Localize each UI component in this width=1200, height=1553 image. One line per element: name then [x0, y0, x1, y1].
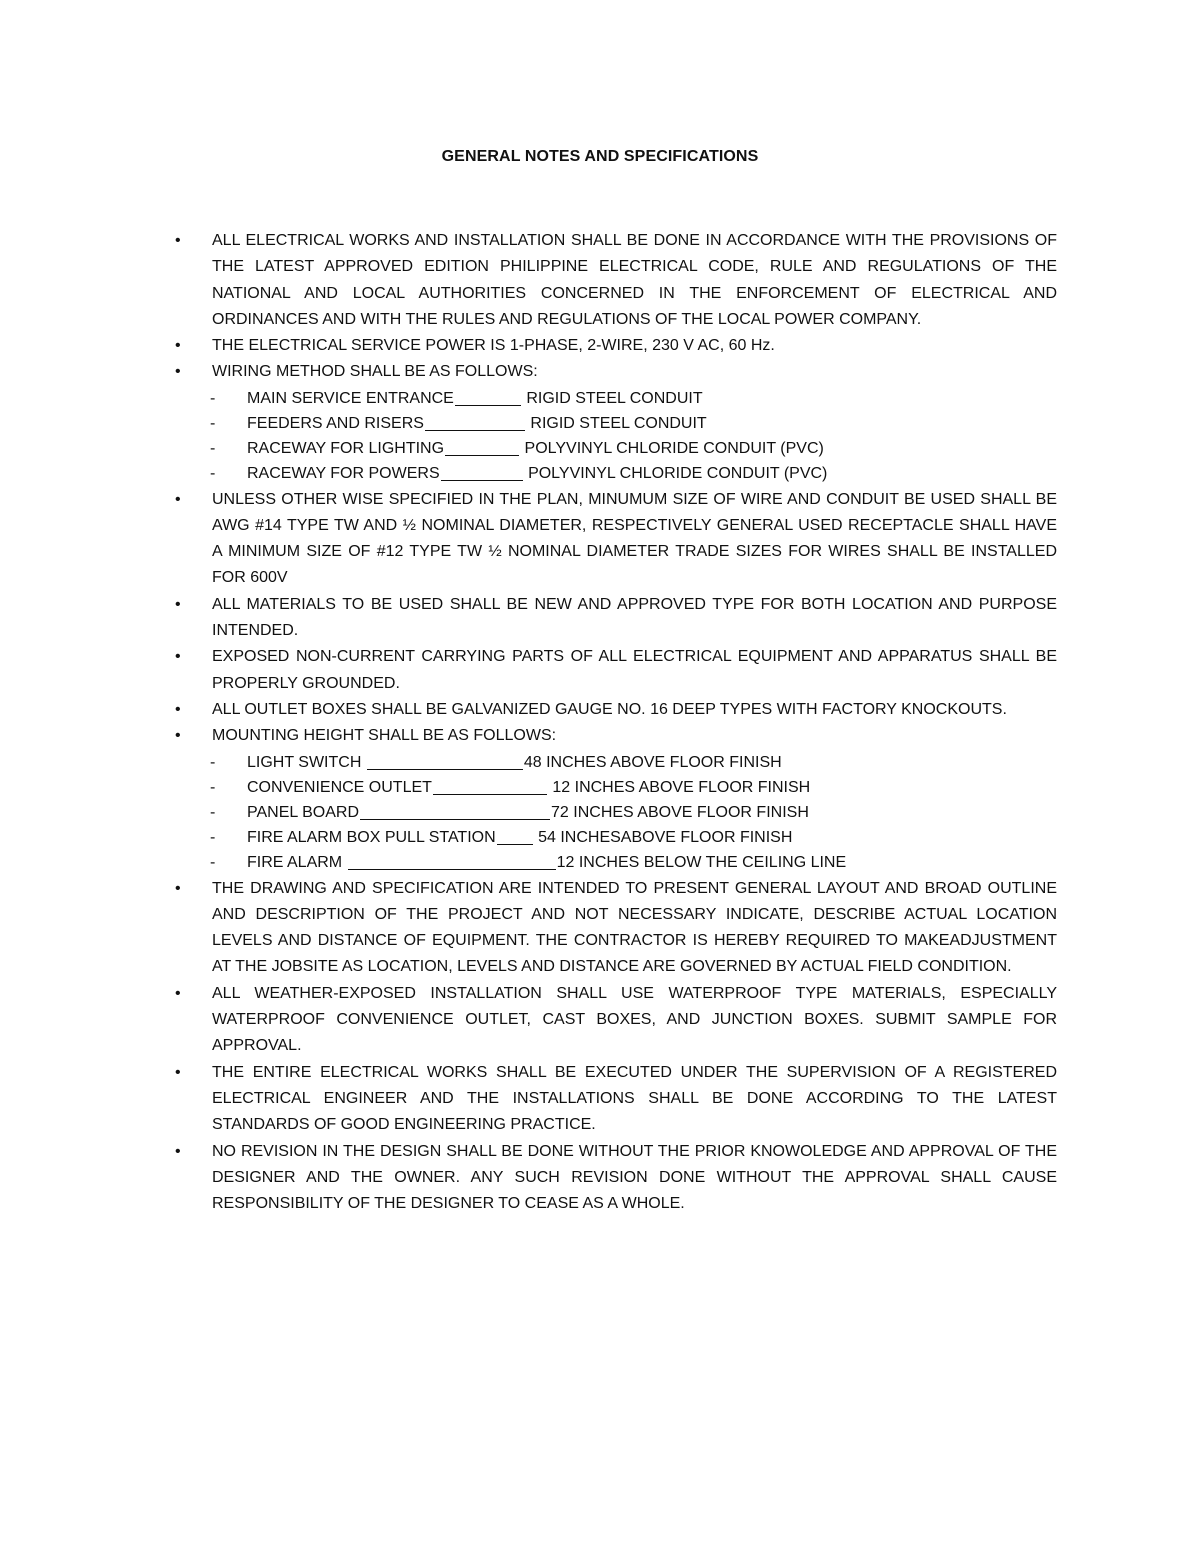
bullet-icon: • [175, 727, 181, 745]
sub-item [212, 411, 1057, 436]
note-text: ALL MATERIALS TO BE USED SHALL BE NEW AND APPROVED TYPE FOR BOTH LOCATION AND PURPOSE INTENDED. [212, 595, 1057, 640]
sub-item [212, 461, 1057, 486]
note-text: UNLESS OTHER WISE SPECIFIED IN THE PLAN, MINUMUM SIZE OF WIRE AND CONDUIT BE USED SHALL BE AWG #14 TYPE TW AND ½ NOMINAL DIAMETER, RESPECTIVELY GENERAL USED RECEPTACLE SHALL HAVE A MINIMUM SIZE OF #12 TYPE TW ½ NOMINAL DIAMETER TRADE SIZES FOR WIRES SHALL BE INSTALLED FOR 600V [212, 490, 1057, 587]
fill-line [367, 768, 523, 770]
bullet-icon: • [175, 337, 181, 355]
note-item [175, 333, 1057, 359]
note-text: THE ELECTRICAL SERVICE POWER IS 1-PHASE, 2-WIRE, 230 V AC, 60 Hz. [212, 337, 775, 355]
note-item [175, 981, 1057, 1060]
fill-line [433, 793, 547, 795]
sub-item [212, 825, 1057, 850]
note-text: NO REVISION IN THE DESIGN SHALL BE DONE WITHOUT THE PRIOR KNOWOLEDGE AND APPROVAL OF THE DESIGNER AND THE OWNER. ANY SUCH REVISION DONE WITHOUT THE APPROVAL SHALL CAUSE RESPONSIBILITY OF THE DESIGNER TO CEASE AS A WHOLE. [212, 1142, 1057, 1213]
fill-line [497, 843, 533, 845]
sub-item-value: 72 INCHES ABOVE FLOOR FINISH [551, 803, 809, 821]
sub-item [212, 436, 1057, 461]
note-item [175, 228, 1057, 333]
note-item [175, 1139, 1057, 1218]
bullet-icon: • [175, 984, 181, 1002]
sub-item-label: FEEDERS AND RISERS [247, 414, 424, 432]
note-text: THE DRAWING AND SPECIFICATION ARE INTENDED TO PRESENT GENERAL LAYOUT AND BROAD OUTLINE AND DESCRIPTION OF THE PROJECT AND NOT NECESSARY INDICATE, DESCRIBE ACTUAL LOCATION LEVELS AND DISTANCE OF EQUIPMENT. THE CONTRACTOR IS HEREBY REQUIRED TO MAKEADJUSTMENT AT THE JOBSITE AS LOCATION, LEVELS AND DISTANCE ARE GOVERNED BY ACTUAL FIELD CONDITION. [212, 879, 1057, 976]
sub-item-value: POLYVINYL CHLORIDE CONDUIT (PVC) [524, 440, 824, 458]
dash-icon: - [210, 440, 216, 458]
sub-item-value: 12 INCHES BELOW THE CEILING LINE [556, 854, 847, 872]
sub-item [212, 750, 1057, 775]
note-item [175, 487, 1057, 592]
bullet-icon: • [175, 490, 181, 508]
note-text: MOUNTING HEIGHT SHALL BE AS FOLLOWS: [212, 727, 557, 745]
fill-line [360, 818, 550, 820]
bullet-icon: • [175, 1063, 181, 1081]
sub-item [212, 775, 1057, 800]
note-item [175, 359, 1057, 385]
bullet-icon: • [175, 363, 181, 381]
note-item [175, 697, 1057, 723]
sub-item [212, 386, 1057, 411]
dash-icon: - [210, 465, 216, 483]
bullet-icon: • [175, 879, 181, 897]
sub-item-label: RACEWAY FOR POWERS [247, 465, 440, 483]
bullet-icon: • [175, 700, 181, 718]
sub-item-value: POLYVINYL CHLORIDE CONDUIT (PVC) [528, 465, 828, 483]
note-text: ALL ELECTRICAL WORKS AND INSTALLATION SHALL BE DONE IN ACCORDANCE WITH THE PROVISIONS OF THE LATEST APPROVED EDITION PHILIPPINE ELECTRICAL CODE, RULE AND REGULATIONS OF THE NATIONAL AND LOCAL AUTHORITIES CONCERNED IN THE ENFORCEMENT OF ELECTRICAL AND ORDINANCES AND WITH THE RULES AND REGULATIONS OF THE LOCAL POWER COMPANY. [212, 232, 1057, 328]
sub-item-label: RACEWAY FOR LIGHTING [247, 440, 445, 458]
sub-item-label: FIRE ALARM [247, 854, 343, 872]
page-title: GENERAL NOTES AND SPECIFICATIONS [441, 148, 759, 165]
sub-item [212, 850, 1057, 875]
fill-line [445, 454, 519, 456]
sub-item-label: PANEL BOARD [247, 803, 360, 821]
sub-item-value: 12 INCHES ABOVE FLOOR FINISH [552, 778, 811, 796]
note-text: THE ENTIRE ELECTRICAL WORKS SHALL BE EXECUTED UNDER THE SUPERVISION OF A REGISTERED ELECTRICAL ENGINEER AND THE INSTALLATIONS SHALL BE DONE ACCORDING TO THE LATEST STANDARDS OF GOOD ENGINEERING PRACTICE. [212, 1063, 1057, 1134]
bullet-icon: • [175, 1142, 181, 1160]
sub-item-label: FIRE ALARM BOX PULL STATION [247, 829, 496, 847]
sub-item-label: LIGHT SWITCH [247, 753, 362, 771]
note-item [175, 876, 1057, 981]
sub-item-value: RIGID STEEL CONDUIT [530, 414, 707, 432]
dash-icon: - [210, 389, 216, 407]
bullet-icon: • [175, 595, 181, 613]
note-text: ALL OUTLET BOXES SHALL BE GALVANIZED GAUGE NO. 16 DEEP TYPES WITH FACTORY KNOCKOUTS. [212, 700, 1007, 718]
dash-icon: - [210, 778, 216, 796]
bullet-icon: • [175, 648, 181, 666]
fill-line [425, 429, 525, 431]
sub-item-value: 48 INCHES ABOVE FLOOR FINISH [523, 753, 782, 771]
note-item [175, 592, 1057, 645]
sub-item-value: 54 INCHESABOVE FLOOR FINISH [538, 829, 793, 847]
dash-icon: - [210, 854, 216, 872]
note-text: EXPOSED NON-CURRENT CARRYING PARTS OF ALL ELECTRICAL EQUIPMENT AND APPARATUS SHALL BE PROPERLY GROUNDED. [212, 648, 1057, 692]
note-item [175, 1060, 1057, 1139]
fill-line [348, 868, 556, 870]
dash-icon: - [210, 753, 216, 771]
dash-icon: - [210, 803, 216, 821]
note-item [175, 644, 1057, 697]
note-text: WIRING METHOD SHALL BE AS FOLLOWS: [212, 363, 538, 381]
dash-icon: - [210, 829, 216, 847]
sub-item [212, 800, 1057, 825]
dash-icon: - [210, 414, 216, 432]
fill-line [455, 404, 521, 406]
sub-item-value: RIGID STEEL CONDUIT [526, 389, 703, 407]
note-item [175, 723, 1057, 749]
note-text: ALL WEATHER-EXPOSED INSTALLATION SHALL USE WATERPROOF TYPE MATERIALS, ESPECIALLY WATERPROOF CONVENIENCE OUTLET, CAST BOXES, AND JUNCTION BOXES. SUBMIT SAMPLE FOR APPROVAL. [212, 984, 1057, 1055]
notes-list [175, 228, 1057, 1217]
bullet-icon: • [175, 232, 181, 249]
sub-item-label: MAIN SERVICE ENTRANCE [247, 389, 454, 407]
sub-item-label: CONVENIENCE OUTLET [247, 778, 432, 796]
fill-line [441, 479, 523, 481]
